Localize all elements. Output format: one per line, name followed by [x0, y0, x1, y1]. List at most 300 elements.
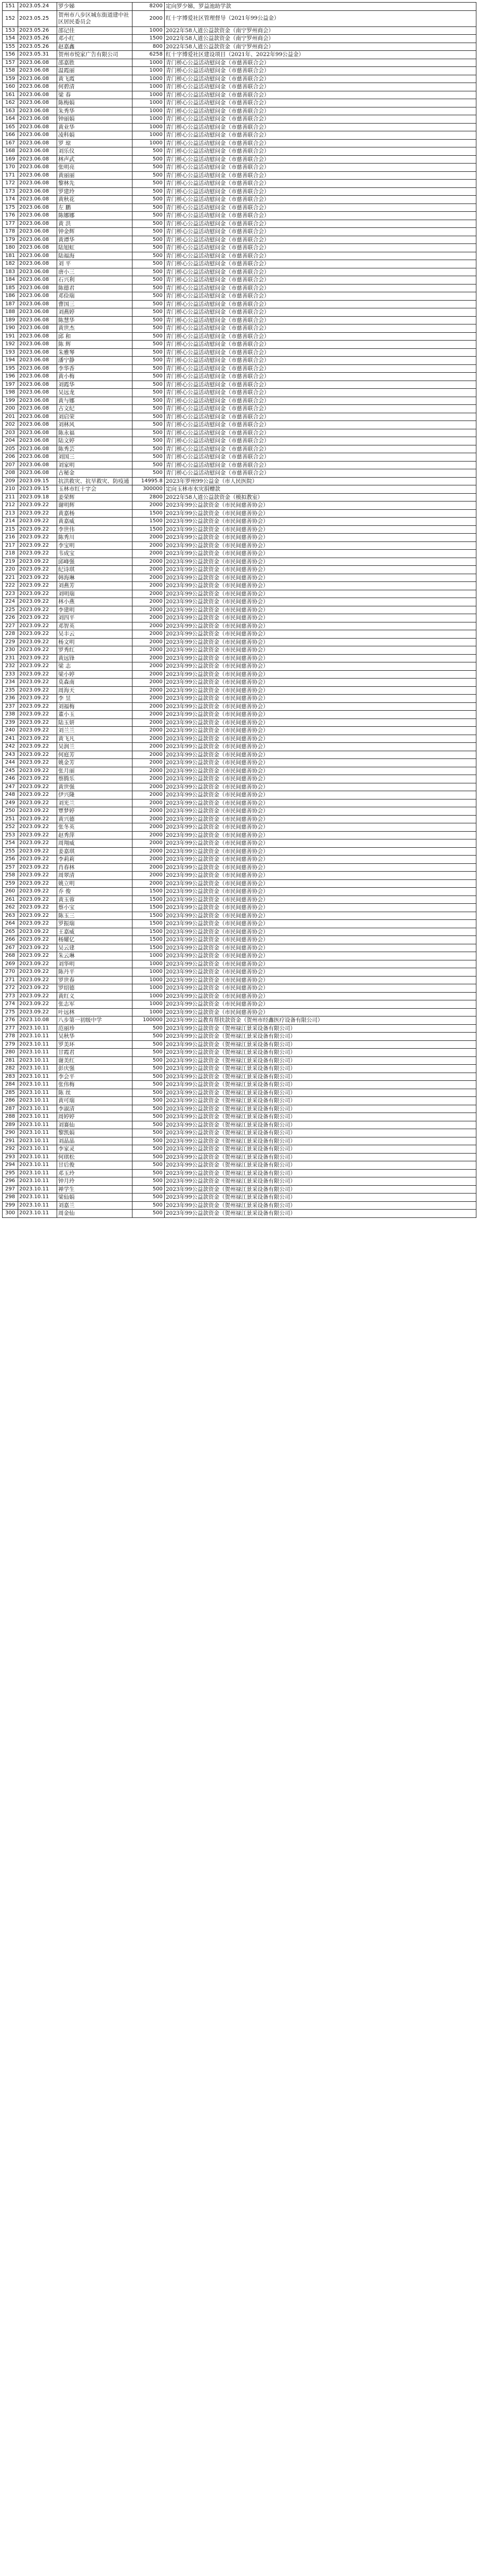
table-row	[3, 944, 476, 952]
donor-name: 刘国三	[57, 453, 132, 462]
row-date: 2023.09.22	[18, 743, 57, 751]
donation-amount: 500	[132, 1073, 165, 1081]
table-row	[3, 413, 476, 421]
donation-amount: 500	[132, 260, 165, 268]
donation-purpose: 青门桥心公益活动慰问金（市慈善联合会）	[165, 147, 476, 156]
donation-purpose: 2023年99公益款资金（市民间慈善协会）	[165, 767, 476, 775]
row-date: 2023.10.11	[18, 1056, 57, 1065]
row-number: 154	[3, 35, 18, 43]
row-date: 2023.10.11	[18, 1089, 57, 1097]
donor-name: 李会平	[57, 1073, 132, 1081]
donor-name: 李世伟	[57, 525, 132, 534]
table-row	[3, 381, 476, 389]
row-date: 2023.09.22	[18, 534, 57, 542]
donation-amount: 500	[132, 196, 165, 204]
row-date: 2023.10.11	[18, 1185, 57, 1194]
row-number: 263	[3, 912, 18, 920]
donation-amount: 1500	[132, 509, 165, 518]
donor-name: 何琪松	[57, 1153, 132, 1161]
row-number: 212	[3, 501, 18, 510]
donation-amount: 1500	[132, 936, 165, 944]
donation-purpose: 青门桥心公益活动慰问金（市慈善联合会）	[165, 260, 476, 268]
table-row	[3, 558, 476, 566]
donor-name: 黄与娜	[57, 397, 132, 405]
row-number: 196	[3, 373, 18, 381]
donor-name: 姚立明	[57, 879, 132, 888]
donation-purpose: 青门桥心公益活动慰问金（市慈善联合会）	[165, 308, 476, 317]
donation-amount: 2000	[132, 783, 165, 791]
donation-purpose: 2023年99公益款资金（市民间慈善协会）	[165, 501, 476, 510]
donation-amount: 500	[132, 187, 165, 196]
donor-name: 罗建玲	[57, 187, 132, 196]
table-row	[3, 99, 476, 107]
row-date: 2023.06.08	[18, 180, 57, 188]
donor-name: 陆文婷	[57, 437, 132, 445]
row-number: 213	[3, 509, 18, 518]
donation-purpose: 青门桥心公益活动慰问金（市慈善联合会）	[165, 332, 476, 341]
donation-purpose: 2023年99公益款资金（贺州禄江景采设备有限公司）	[165, 1113, 476, 1121]
row-number: 231	[3, 654, 18, 662]
donor-name: 黄可瑞	[57, 1097, 132, 1105]
donation-amount: 500	[132, 180, 165, 188]
donation-amount: 2000	[132, 751, 165, 759]
donation-amount: 1000	[132, 75, 165, 83]
donation-purpose: 2023年99公益款资金（市民间慈善协会）	[165, 799, 476, 807]
table-row	[3, 711, 476, 719]
donation-amount: 1500	[132, 525, 165, 534]
row-number: 205	[3, 445, 18, 453]
donation-amount: 2000	[132, 550, 165, 558]
donation-purpose: 2023年99公益款资金（贺州禄江景采设备有限公司）	[165, 1033, 476, 1041]
row-date: 2023.06.08	[18, 131, 57, 140]
row-date: 2023.09.22	[18, 920, 57, 928]
table-row	[3, 1121, 476, 1129]
row-number: 288	[3, 1113, 18, 1121]
donor-name: 周海天	[57, 686, 132, 695]
row-date: 2023.10.11	[18, 1161, 57, 1170]
row-date: 2023.09.22	[18, 695, 57, 703]
row-date: 2023.06.08	[18, 171, 57, 180]
row-date: 2023.09.22	[18, 590, 57, 598]
donation-purpose: 2023年99公益款资金（市民间慈善协会）	[165, 847, 476, 856]
row-number: 299	[3, 1201, 18, 1210]
donation-purpose: 2023年99公益款资金（市民间慈善协会）	[165, 646, 476, 655]
table-row	[3, 598, 476, 606]
table-row	[3, 252, 476, 260]
donation-purpose: 青门桥心公益活动慰问金（市慈善联合会）	[165, 196, 476, 204]
donor-name: 黄嘉威	[57, 518, 132, 526]
donor-name: 刘四平	[57, 614, 132, 622]
donation-purpose: 2023年99公益款资金（市民间慈善协会）	[165, 598, 476, 606]
row-number: 282	[3, 1065, 18, 1073]
row-date: 2023.09.22	[18, 735, 57, 743]
donor-name: 朱秀华	[57, 107, 132, 115]
donation-amount: 1000	[132, 107, 165, 115]
table-row	[3, 976, 476, 984]
donation-purpose: 2023年99公益款资金（贺州禄江景采设备有限公司）	[165, 1065, 476, 1073]
donor-name: 张明亮	[57, 164, 132, 172]
donation-amount: 500	[132, 228, 165, 236]
donation-amount: 500	[132, 1177, 165, 1186]
donor-name: 邓小红	[57, 35, 132, 43]
donor-name: 张冬英	[57, 823, 132, 832]
row-date: 2023.06.08	[18, 461, 57, 469]
donation-amount: 2000	[132, 791, 165, 799]
donor-name: 周婷婷	[57, 1113, 132, 1121]
row-date: 2023.09.22	[18, 936, 57, 944]
donation-purpose: 青门桥心公益活动慰问金（市慈善联合会）	[165, 228, 476, 236]
donation-amount: 2000	[132, 856, 165, 864]
donation-amount: 500	[132, 147, 165, 156]
donation-purpose: 2023年99公益款资金（市民间慈善协会）	[165, 574, 476, 582]
table-row	[3, 872, 476, 880]
row-number: 175	[3, 204, 18, 212]
row-number: 161	[3, 91, 18, 99]
donation-purpose: 青门桥心公益活动慰问金（市慈善联合会）	[165, 316, 476, 324]
row-number: 250	[3, 807, 18, 816]
table-row	[3, 630, 476, 639]
row-date: 2023.10.11	[18, 1210, 57, 1218]
donation-purpose: 青门桥心公益活动慰问金（市慈善联合会）	[165, 381, 476, 389]
row-number: 159	[3, 75, 18, 83]
donor-name: 董小玉	[57, 711, 132, 719]
table-row	[3, 968, 476, 977]
table-row	[3, 823, 476, 832]
donation-amount: 500	[132, 292, 165, 301]
row-date: 2023.06.08	[18, 67, 57, 75]
donor-name: 刘家明	[57, 461, 132, 469]
table-row	[3, 1024, 476, 1033]
donation-amount: 2000	[132, 735, 165, 743]
donation-amount: 1500	[132, 912, 165, 920]
donation-amount: 500	[132, 1056, 165, 1065]
row-number: 163	[3, 107, 18, 115]
donation-amount: 2000	[132, 662, 165, 671]
donor-name: 梁仙娟	[57, 1194, 132, 1202]
table-row	[3, 928, 476, 936]
row-number: 249	[3, 799, 18, 807]
table-row	[3, 91, 476, 99]
donation-amount: 2000	[132, 566, 165, 574]
table-row	[3, 316, 476, 324]
donor-name: 陈永福	[57, 429, 132, 437]
donation-amount: 500	[132, 220, 165, 228]
row-date: 2023.10.11	[18, 1113, 57, 1121]
table-row	[3, 735, 476, 743]
row-date: 2023.06.08	[18, 445, 57, 453]
table-row	[3, 429, 476, 437]
table-row	[3, 389, 476, 397]
donor-name: 古文纪	[57, 405, 132, 413]
row-date: 2023.06.08	[18, 332, 57, 341]
table-row	[3, 373, 476, 381]
row-number: 248	[3, 791, 18, 799]
table-row	[3, 920, 476, 928]
table-row	[3, 276, 476, 284]
donation-amount: 500	[132, 1153, 165, 1161]
donation-purpose: 2023年99公益款资金（市民间慈善协会）	[165, 558, 476, 566]
donation-purpose: 2023年99公益款资金（贺州禄江景采设备有限公司）	[165, 1194, 476, 1202]
row-number: 194	[3, 357, 18, 365]
donation-purpose: 青门桥心公益活动慰问金（市慈善联合会）	[165, 252, 476, 260]
table-row	[3, 960, 476, 968]
donation-purpose: 2023年99公益款资金（市民间慈善协会）	[165, 839, 476, 848]
donor-name: 邓智英	[57, 622, 132, 630]
row-date: 2023.10.11	[18, 1024, 57, 1033]
donation-amount: 500	[132, 445, 165, 453]
row-number: 296	[3, 1177, 18, 1186]
donation-amount: 500	[132, 1065, 165, 1073]
row-date: 2023.05.31	[18, 51, 57, 59]
donor-name: 张志军	[57, 1000, 132, 1009]
row-date: 2023.10.11	[18, 1201, 57, 1210]
donation-purpose: 青门桥心公益活动慰问金（市慈善联合会）	[165, 91, 476, 99]
donation-purpose: 2023年99公益款资金（贺州禄江景采设备有限公司）	[165, 1201, 476, 1210]
row-number: 219	[3, 558, 18, 566]
table-row	[3, 501, 476, 510]
table-row	[3, 1129, 476, 1137]
table-row	[3, 1065, 476, 1073]
row-number: 240	[3, 727, 18, 735]
table-row	[3, 743, 476, 751]
row-number: 183	[3, 268, 18, 276]
donation-amount: 100000	[132, 1016, 165, 1025]
table-row	[3, 670, 476, 679]
donation-amount: 2000	[132, 614, 165, 622]
donor-name: 陆玉妍	[57, 718, 132, 727]
donation-purpose: 青门桥心公益活动慰问金（市慈善联合会）	[165, 397, 476, 405]
row-number: 234	[3, 679, 18, 687]
row-date: 2023.06.08	[18, 300, 57, 308]
table-row	[3, 566, 476, 574]
donation-purpose: 2023年99公益款资金（市民间慈善协会）	[165, 856, 476, 864]
donation-purpose: 青门桥心公益活动慰问金（市慈善联合会）	[165, 107, 476, 115]
row-date: 2023.09.22	[18, 598, 57, 606]
donation-purpose: 2023年99公益款资金（市民间慈善协会）	[165, 952, 476, 960]
donation-purpose: 青门桥心公益活动慰问金（市慈善联合会）	[165, 469, 476, 478]
donation-purpose: 2023年99公益款资金（市民间慈善协会）	[165, 679, 476, 687]
row-number: 165	[3, 123, 18, 131]
table-row	[3, 831, 476, 839]
row-date: 2023.09.22	[18, 976, 57, 984]
donation-purpose: 2023年99公益款资金（市民间慈善协会）	[165, 606, 476, 614]
donor-name: 赵嘉鑫	[57, 43, 132, 51]
donation-purpose: 2023年99公益款资金（贺州禄江景采设备有限公司）	[165, 1177, 476, 1186]
donation-table-body	[3, 3, 476, 1218]
row-number: 225	[3, 606, 18, 614]
row-number: 270	[3, 968, 18, 977]
donation-amount: 2000	[132, 574, 165, 582]
donation-amount: 500	[132, 341, 165, 349]
table-row	[3, 453, 476, 462]
donation-amount: 2000	[132, 711, 165, 719]
row-number: 265	[3, 928, 18, 936]
donation-purpose: 2023年99公益款资金（市民间慈善协会）	[165, 984, 476, 993]
row-number: 227	[3, 622, 18, 630]
row-number: 202	[3, 421, 18, 429]
donor-name: 林声武	[57, 155, 132, 164]
donation-purpose: 定向玉林市水灾捐赠款	[165, 485, 476, 494]
donor-name: 邓俭瑞	[57, 292, 132, 301]
donation-amount: 1000	[132, 992, 165, 1000]
row-date: 2023.10.11	[18, 1081, 57, 1089]
row-number: 264	[3, 920, 18, 928]
table-row	[3, 1153, 476, 1161]
table-row	[3, 888, 476, 896]
donation-purpose: 青门桥心公益活动慰问金（市慈善联合会）	[165, 292, 476, 301]
donation-amount: 1000	[132, 139, 165, 147]
table-row	[3, 879, 476, 888]
donation-amount: 500	[132, 389, 165, 397]
table-row	[3, 43, 476, 51]
donation-amount: 500	[132, 397, 165, 405]
row-date: 2023.09.22	[18, 872, 57, 880]
row-number: 224	[3, 598, 18, 606]
row-date: 2023.09.22	[18, 566, 57, 574]
table-row	[3, 115, 476, 124]
donor-name: 何庭芳	[57, 751, 132, 759]
donation-amount: 1000	[132, 976, 165, 984]
donor-name: 罗美环	[57, 1040, 132, 1049]
row-number: 216	[3, 534, 18, 542]
table-row	[3, 574, 476, 582]
row-date: 2023.06.08	[18, 316, 57, 324]
donation-table	[2, 2, 476, 1218]
row-date: 2023.06.08	[18, 99, 57, 107]
donation-amount: 500	[132, 1145, 165, 1154]
table-row	[3, 35, 476, 43]
donation-purpose: 2023年99公益款资金（市民间慈善协会）	[165, 727, 476, 735]
donation-purpose: 2023年99公益款资金（市民间慈善协会）	[165, 662, 476, 671]
donor-name: 陈梅娟	[57, 99, 132, 107]
donation-purpose: 2023年99公益款资金（市民间慈善协会）	[165, 638, 476, 646]
donor-name: 邱峰强	[57, 558, 132, 566]
donation-purpose: 2023年99公益款资金（市民间慈善协会）	[165, 550, 476, 558]
row-date: 2023.09.22	[18, 952, 57, 960]
donation-amount: 1000	[132, 1008, 165, 1016]
row-date: 2023.09.22	[18, 509, 57, 518]
donation-amount: 2000	[132, 622, 165, 630]
donation-amount: 1500	[132, 904, 165, 912]
table-row	[3, 364, 476, 373]
donor-name: 黄世杰	[57, 324, 132, 333]
donation-amount: 2000	[132, 582, 165, 590]
donor-name: 潘宁静	[57, 357, 132, 365]
table-row	[3, 26, 476, 35]
donation-amount: 500	[132, 1105, 165, 1113]
table-row	[3, 445, 476, 453]
row-number: 277	[3, 1024, 18, 1033]
row-number: 187	[3, 300, 18, 308]
donor-name: 李建明	[57, 606, 132, 614]
donation-amount: 500	[132, 204, 165, 212]
donor-name: 罗秀红	[57, 646, 132, 655]
donation-amount: 2000	[132, 863, 165, 872]
row-date: 2023.06.08	[18, 381, 57, 389]
donation-purpose: 青门桥心公益活动慰问金（市慈善联合会）	[165, 212, 476, 220]
donor-name: 吴丰云	[57, 630, 132, 639]
donation-amount: 500	[132, 421, 165, 429]
donation-amount: 2000	[132, 767, 165, 775]
donation-amount: 500	[132, 308, 165, 317]
donation-amount: 500	[132, 1194, 165, 1202]
donation-amount: 2000	[132, 679, 165, 687]
donation-amount: 500	[132, 1129, 165, 1137]
donation-purpose: 2023年99公益款资金（市民间慈善协会）	[165, 735, 476, 743]
table-row	[3, 727, 476, 735]
row-number: 176	[3, 212, 18, 220]
donor-name: 邓玉玲	[57, 1169, 132, 1177]
donation-amount: 500	[132, 381, 165, 389]
donation-purpose: 2023年99公益款资金（贺州禄江景采设备有限公司）	[165, 1153, 476, 1161]
donation-amount: 2000	[132, 831, 165, 839]
donation-amount: 2000	[132, 606, 165, 614]
donor-name: 罗世春	[57, 976, 132, 984]
table-row	[3, 1056, 476, 1065]
donation-amount: 500	[132, 429, 165, 437]
donor-name: 刘华明	[57, 960, 132, 968]
donor-name: 叶远林	[57, 1008, 132, 1016]
donor-name: 张伟梅	[57, 1081, 132, 1089]
donation-amount: 500	[132, 413, 165, 421]
donation-amount: 1000	[132, 59, 165, 67]
row-date: 2023.06.08	[18, 139, 57, 147]
table-row	[3, 702, 476, 711]
row-number: 197	[3, 381, 18, 389]
donor-name: 赵秀萍	[57, 831, 132, 839]
row-date: 2023.09.22	[18, 606, 57, 614]
donation-purpose: 2023年99公益款资金（市民间慈善协会）	[165, 831, 476, 839]
donor-name: 曹国三	[57, 300, 132, 308]
row-date: 2023.06.08	[18, 147, 57, 156]
donation-amount: 500	[132, 1201, 165, 1210]
row-number: 253	[3, 831, 18, 839]
donation-amount: 2000	[132, 686, 165, 695]
table-row	[3, 1113, 476, 1121]
row-number: 153	[3, 26, 18, 35]
row-date: 2023.05.26	[18, 26, 57, 35]
row-date: 2023.06.08	[18, 244, 57, 252]
donor-name: 刘明瑞	[57, 590, 132, 598]
donor-name: 黄兴德	[57, 815, 132, 823]
row-date: 2023.06.08	[18, 236, 57, 244]
donation-amount: 1000	[132, 131, 165, 140]
table-row	[3, 292, 476, 301]
row-date: 2023.10.11	[18, 1129, 57, 1137]
table-row	[3, 1033, 476, 1041]
donation-purpose: 2023年99公益款资金（市民间慈善协会）	[165, 590, 476, 598]
donor-name: 黄谭华	[57, 236, 132, 244]
row-date: 2023.06.08	[18, 308, 57, 317]
donation-amount: 300000	[132, 485, 165, 494]
row-number: 214	[3, 518, 18, 526]
donation-amount: 500	[132, 1081, 165, 1089]
table-row	[3, 590, 476, 598]
table-row	[3, 1137, 476, 1145]
row-number: 281	[3, 1056, 18, 1065]
donation-purpose: 青门桥心公益活动慰问金（市慈善联合会）	[165, 59, 476, 67]
row-date: 2023.09.22	[18, 541, 57, 550]
row-number: 269	[3, 960, 18, 968]
row-number: 233	[3, 670, 18, 679]
donation-purpose: 2023年99公益款资金（市民间慈善协会）	[165, 960, 476, 968]
table-row	[3, 646, 476, 655]
table-row	[3, 67, 476, 75]
table-row	[3, 936, 476, 944]
donor-name: 李莉莉	[57, 856, 132, 864]
donation-purpose: 2023年99公益款资金（市民间慈善协会）	[165, 718, 476, 727]
table-row	[3, 654, 476, 662]
